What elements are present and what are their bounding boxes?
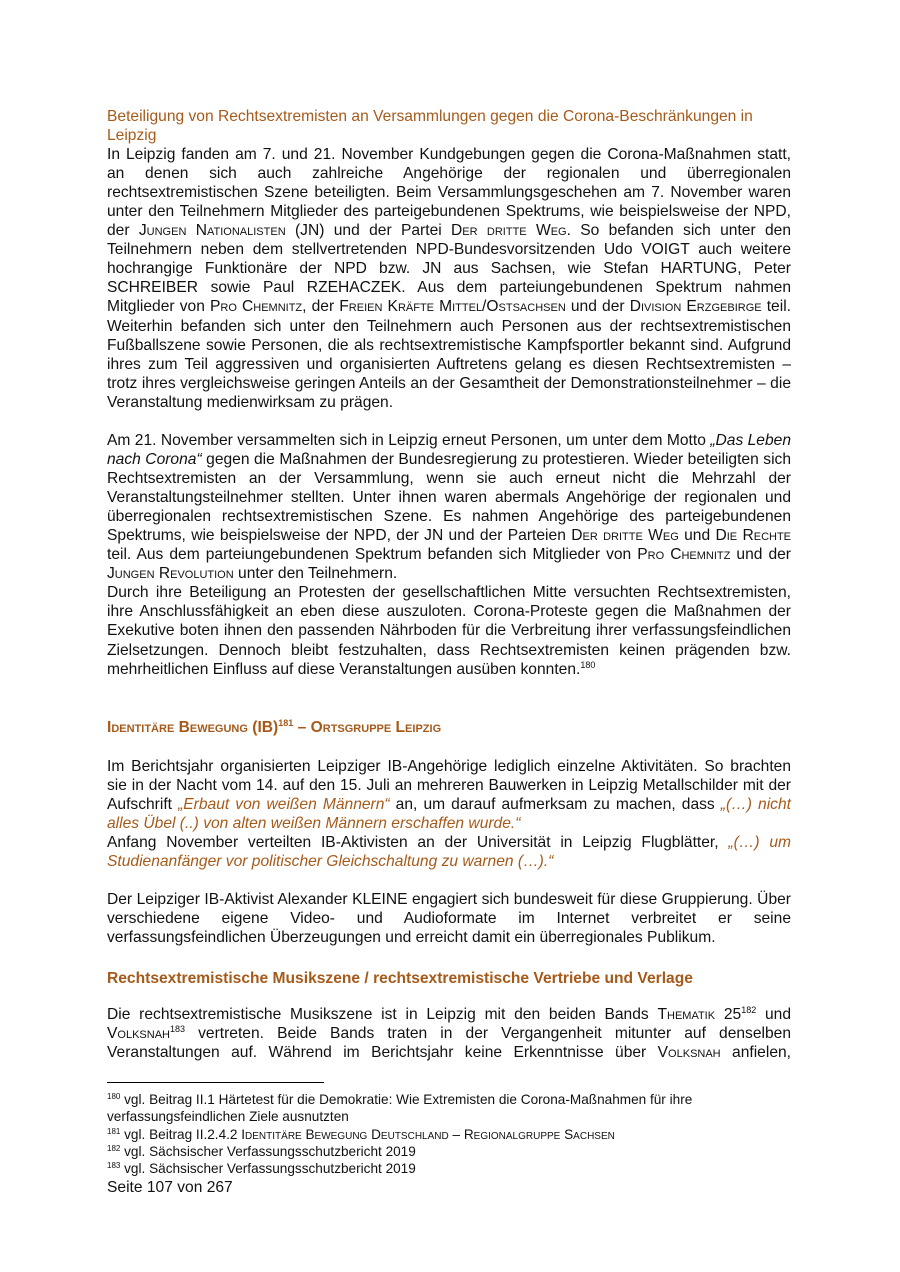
- section-identitaere-bewegung-body: [107, 757, 791, 871]
- footnote-divider: [107, 1082, 324, 1083]
- footnote-ref[interactable]: 181: [278, 718, 294, 728]
- section-heading: Rechtsextremistische Musikszene / rechtsextremistische Vertriebe und Verlage: [107, 970, 693, 987]
- section-corona-protests-cont: [107, 431, 791, 679]
- section-heading: Beteiligung von Rechtsextremisten an Versammlungen gegen die Corona-Beschränkungen in Leipzig: [107, 108, 753, 145]
- section-musikszene: [107, 969, 791, 988]
- footnotes: [107, 1091, 791, 1177]
- footnote-ref[interactable]: 182: [741, 1005, 757, 1015]
- section-musikszene-body: [107, 1005, 791, 1062]
- section-identitaere-bewegung-kleine: [107, 890, 791, 947]
- section-heading: Identitäre Bewegung (IB)$^{181}$ – Ortsgruppe Leipzig: [107, 718, 442, 736]
- page-number: Seite 107 von 267: [107, 1179, 233, 1196]
- paragraph: Durch ihre Beteiligung an Protesten der gesellschaftlichen Mitte versuchten Rechtsextremisten, ihre Anschlussfähigkeit an eben diese auszuloten. Corona-Proteste gegen die Maßnahmen der Exekutive boten ihnen den passenden Nährboden für die Verbreitung ihrer verfassungsfeindlichen Zielsetzungen. Dennoch bleibt festzuhalten, dass Rechtsextremisten keinen prägenden bzw. mehrheitlichen Einfluss auf diese Veranstaltungen ausüben konnten.$^{180}$: [107, 584, 791, 678]
- paragraph: Der Leipziger IB-Aktivist Alexander KLEINE engagiert sich bundesweit für diese Gruppierung. Über verschiedene eigene Video- und Audioformate im Internet verbreitet er seine verfassungsfeindlichen Überzeugungen und erreicht damit ein überregionales Publikum.: [107, 891, 791, 947]
- section-identitaere-bewegung: [107, 718, 791, 737]
- section-corona-protests: [107, 107, 791, 412]
- footnote-181: $^{181}$ vgl. Beitrag II.2.4.2 Identitäre Bewegung Deutschland – Regionalgruppe Sachsen: [107, 1126, 615, 1142]
- footnote-182: $^{182}$ vgl. Sächsischer Verfassungsschutzbericht 2019: [107, 1143, 416, 1159]
- paragraph: Im Berichtsjahr organisierten Leipziger IB-Angehörige lediglich einzelne Aktivitäten. So brachten sie in der Nacht vom 14. auf den 15. Juli an mehreren Bauwerken in Leipzig Metallschilder mit der Aufschrift „Erbaut von weißen Männern“ an, um darauf aufmerksam zu machen, dass „(…) nicht alles Übel (..) von alten weißen Männern erschaffen wurde.“: [107, 758, 791, 833]
- paragraph: Am 21. November versammelten sich in Leipzig erneut Personen, um unter dem Motto „Das Leben nach Corona“ gegen die Maßnahmen der Bundesregierung zu protestieren. Wieder beteiligten sich Rechtsextremisten an der Versammlung, wenn sie auch erneut nicht die Mehrzahl der Veranstaltungsteilnehmer stellten. Unter ihnen waren abermals Angehörige der regionalen und überregionalen rechtsextremistischen Szene. Es nahmen Angehörige des parteigebundenen Spektrums, wie beispielsweise der NPD, der JN und der Parteien Der dritte Weg und Die Rechte teil. Aus dem parteiungebundenen Spektrum befanden sich Mitglieder von Pro Chemnitz und der Jungen Revolution unter den Teilnehmern.: [107, 432, 792, 583]
- paragraph: Die rechtsextremistische Musikszene ist in Leipzig mit den beiden Bands Thematik $25^{182}$ und Volksnah$^{183}$ vertreten. Beide Bands traten in der Vergangenheit mitunter auf denselben Veranstaltungen auf. Während im Berichtsjahr keine Erkenntnisse über Volksnah anfielen,: [107, 1005, 792, 1062]
- footnote-ref[interactable]: 183: [169, 1024, 186, 1035]
- footnote-180: $^{180}$ vgl. Beitrag II.1 Härtetest für die Demokratie: Wie Extremisten die Corona-Maßnahmen für ihre verfassungsfeindlichen Ziele ausnutzten: [107, 1092, 693, 1125]
- footnote-ref[interactable]: 180: [580, 659, 596, 670]
- paragraph: Anfang November verteilten IB-Aktivisten an der Universität in Leipzig Flugblätter, „(…) um Studienanfänger vor politischer Gleichschaltung zu warnen (…).“: [107, 834, 791, 871]
- footnote-183: $^{183}$ vgl. Sächsischer Verfassungsschutzbericht 2019: [107, 1161, 416, 1177]
- paragraph: In Leipzig fanden am 7. und 21. November Kundgebungen gegen die Corona-Maßnahmen statt, an denen sich auch zahlreiche Angehörige der regionalen und überregionalen rechtsextremistischen Szene beteiligten. Beim Versammlungsgeschehen am 7. November waren unter den Teilnehmern Mitglieder des parteigebundenen Spektrums, wie beispielsweise der NPD, der Jungen Nationalisten (JN) und der Partei Der dritte Weg. So befanden sich unter den Teilnehmern neben dem stellvertretenden NPD-Bundesvorsitzenden Udo VOIGT auch weitere hochrangige Funktionäre der NPD bzw. JN aus Sachsen, wie Stefan HARTUNG, Peter SCHREIBER sowie Paul RZEHACZEK. Aus dem parteiungebundenen Spektrum nahmen Mitglieder von Pro Chemnitz, der Freien Kräfte Mittel/Ostsachsen und der Division Erzgebirge teil. Weiterhin befanden sich unter den Teilnehmern auch Personen aus der rechtsextremistischen Fußballszene sowie Personen, die als rechtsextremistische Kampfsportler bekannt sind. Aufgrund ihres zum Teil aggressiven und organisierten Auftretens gelang es diesen Rechtsextremisten – trotz ihres vergleichsweise geringen Anteils an der Gesamtheit der Demonstrationsteilnehmer – die Veranstaltung medienwirksam zu prägen.: [107, 146, 791, 411]
